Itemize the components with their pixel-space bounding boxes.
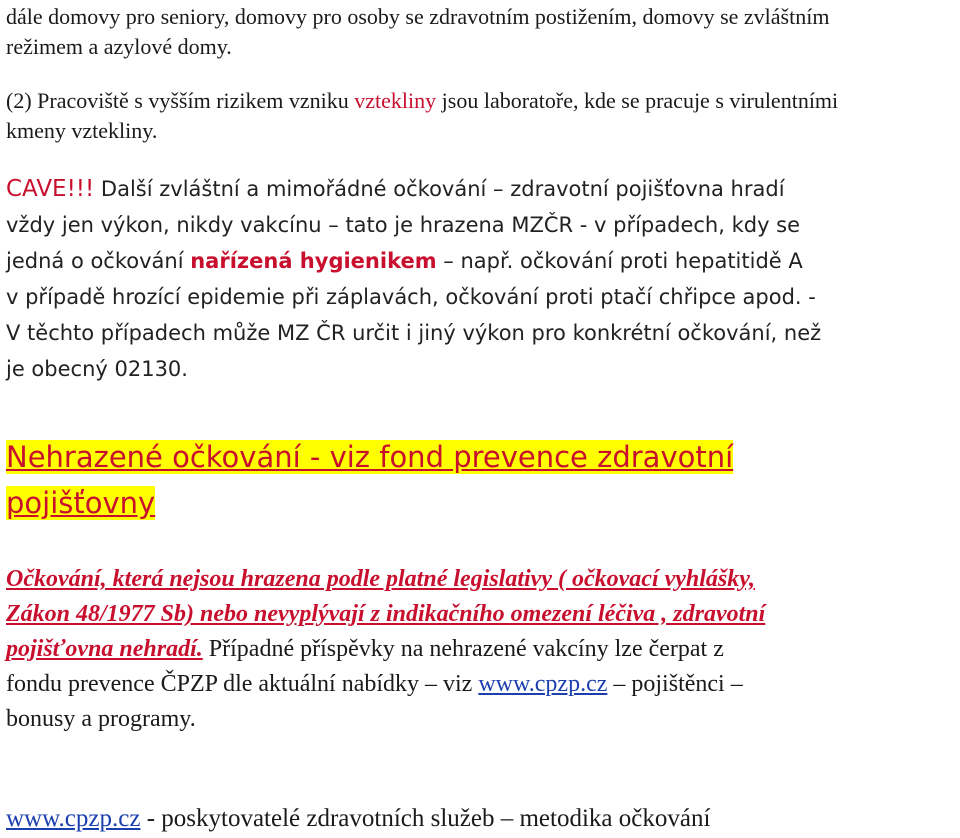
text-line: vždy jen výkon, nikdy vakcínu – tato je hrazena MZČR - v případech, kdy se — [6, 213, 801, 237]
legislation-note: Zákon 48/1977 Sb) nebo nevyplývají z indikačního omezení léčiva , zdravotní — [6, 601, 766, 627]
text-line: pojišťovna nehradí. Případné příspěvky na nehrazené vakcíny lze čerpat z — [6, 636, 724, 662]
text-line: kmeny vztekliny. — [6, 118, 158, 143]
paragraph-cave — [6, 171, 821, 387]
heading-line: Nehrazené očkování - viz fond prevence zdravotní — [6, 440, 734, 474]
text-line: bonusy a programy. — [6, 706, 196, 732]
text-line: jedná o očkování nařízená hygienikem – např. očkování proti hepatitidě A — [6, 249, 803, 273]
paragraph-nonreimbursed — [6, 562, 765, 737]
text-line: fondu prevence ČPZP dle aktuální nabídky – viz www.cpzp.cz – pojištěnci – — [6, 671, 743, 697]
cpzp-link[interactable]: www.cpzp.cz — [478, 671, 608, 697]
legislation-note: pojišťovna nehradí. — [6, 636, 203, 662]
text-line: (2) Pracoviště s vyšším rizikem vzniku vztekliny jsou laboratoře, kde se pracuje s virulentními — [6, 88, 839, 113]
text-line: dále domovy pro seniory, domovy pro osoby se zdravotním postižením, domovy se zvláštním — [6, 4, 830, 29]
cpzp-providers-link[interactable]: www.cpzp.cz — [6, 805, 141, 832]
text-line — [6, 562, 765, 597]
paragraph-rabies-risk — [6, 86, 838, 146]
heading-line: pojišťovny — [6, 486, 156, 520]
text-line: V těchto případech může MZ ČR určit i jiný výkon pro konkrétní očkování, než — [6, 321, 822, 345]
text-line: CAVE!!! Další zvláštní a mimořádné očkování – zdravotní pojišťovna hradí — [6, 176, 785, 202]
text-line: je obecný 02130. — [6, 357, 188, 381]
paragraph-facilities — [6, 2, 829, 62]
text-line: režimem a azylové domy. — [6, 34, 232, 59]
paragraph-providers: www.cpzp.cz - poskytovatelé zdravotních služeb – metodika očkování — [6, 805, 711, 832]
rabies-highlight: vztekliny — [354, 88, 437, 113]
section-heading — [6, 434, 733, 526]
text-line — [6, 597, 765, 632]
hygienist-highlight: nařízená hygienikem — [190, 249, 437, 273]
legislation-note: Očkování, která nejsou hrazena podle platné legislativy ( očkovací vyhlášky, — [6, 566, 756, 592]
text-line: v případě hrozící epidemie při záplavách, očkování proti ptačí chřipce apod. - — [6, 285, 816, 309]
cave-label: CAVE!!! — [6, 176, 95, 202]
